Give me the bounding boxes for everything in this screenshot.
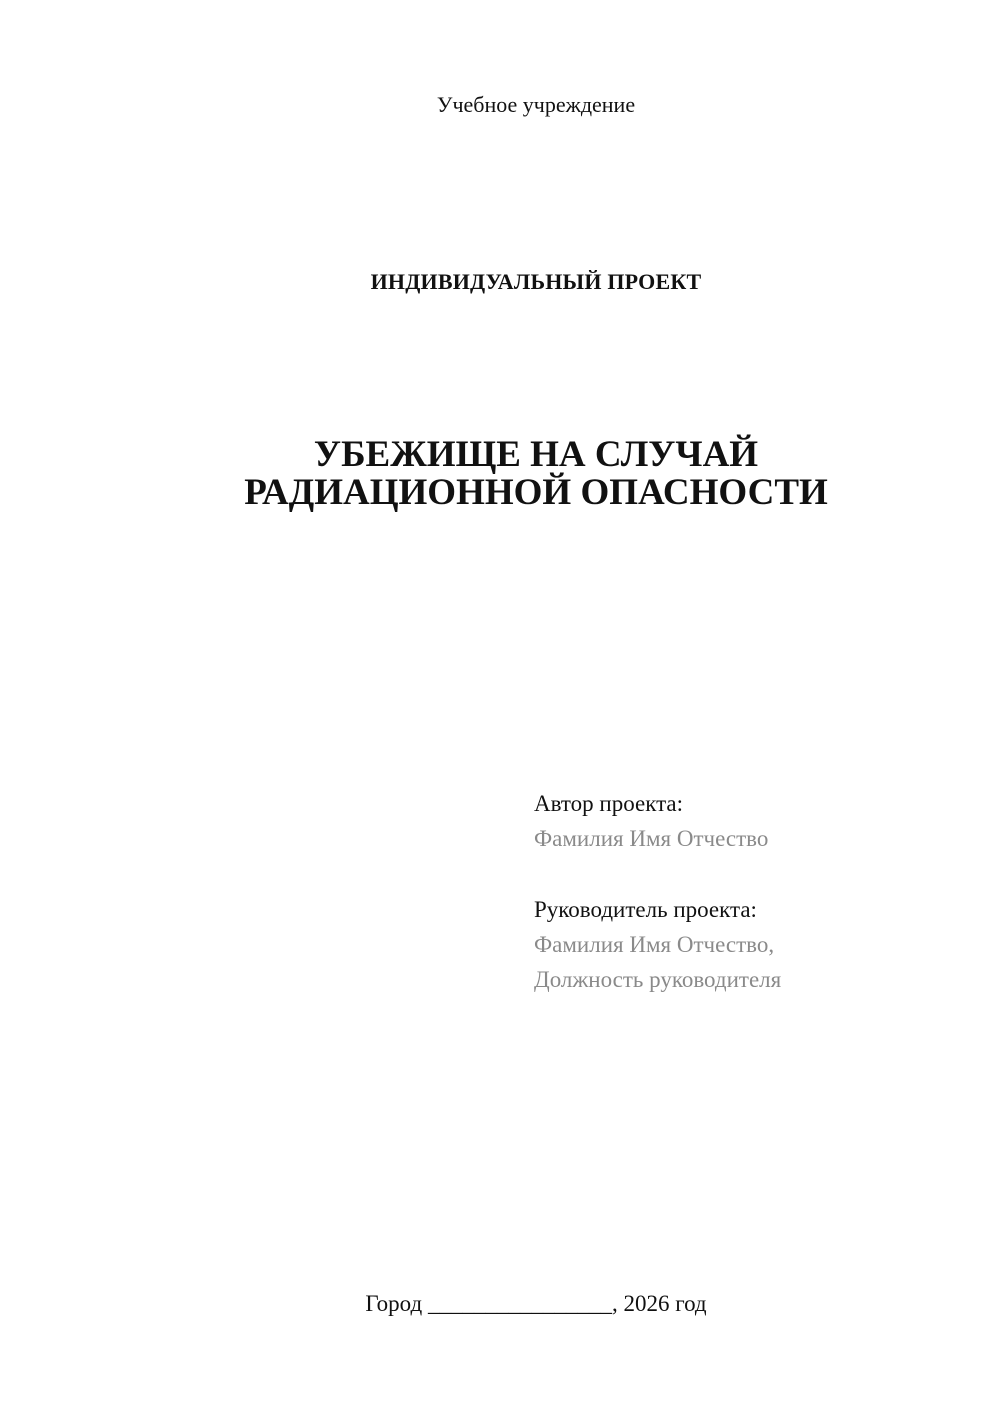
supervisor-position: Должность руководителя xyxy=(534,967,782,992)
supervisor-name: Фамилия Имя Отчество, xyxy=(534,932,775,957)
project-type-heading: ИНДИВИДУАЛЬНЫЙ ПРОЕКТ xyxy=(370,269,702,294)
author-name: Фамилия Имя Отчество xyxy=(534,826,769,851)
project-title-line-1: УБЕЖИЩЕ НА СЛУЧАЙ xyxy=(313,434,759,475)
authors-block xyxy=(534,786,781,997)
supervisor-label: Руководитель проекта: xyxy=(534,897,757,922)
project-title-line-2: РАДИАЦИОННОЙ ОПАСНОСТИ xyxy=(244,472,828,513)
project-title xyxy=(0,436,1000,512)
institution-name: Учебное учреждение xyxy=(436,92,636,117)
author-label: Автор проекта: xyxy=(534,791,683,816)
city-year-footer: Город ________________, 2026 год xyxy=(365,1291,707,1316)
authors-spacer xyxy=(534,856,781,892)
